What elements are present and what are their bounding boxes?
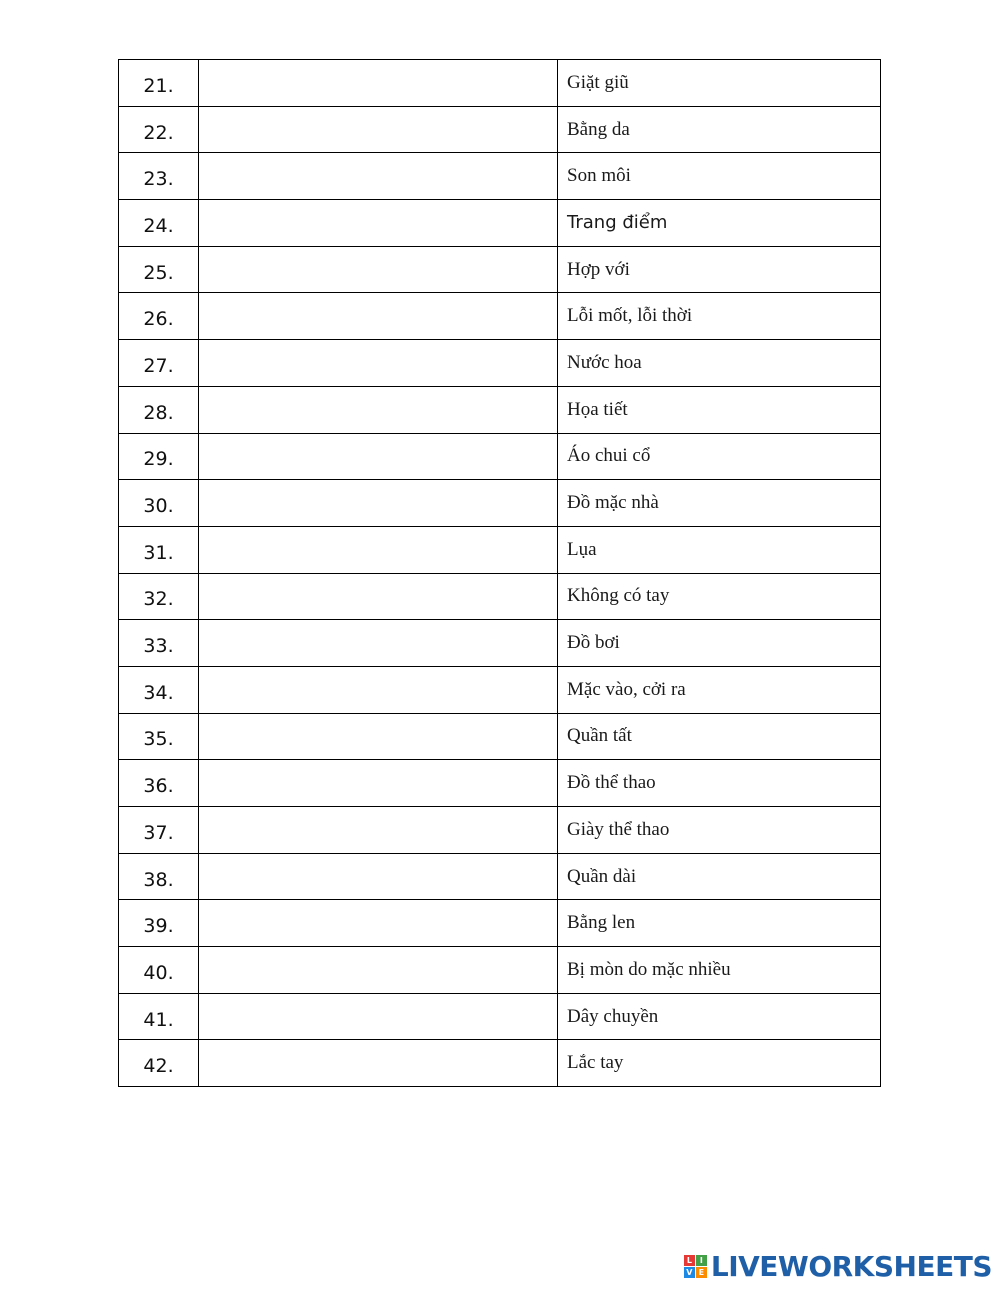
answer-input[interactable] bbox=[199, 994, 557, 1040]
row-number: 36. bbox=[119, 760, 199, 807]
vietnamese-word: Không có tay bbox=[558, 573, 881, 620]
answer-cell bbox=[199, 60, 558, 107]
vietnamese-word: Họa tiết bbox=[558, 386, 881, 433]
answer-input[interactable] bbox=[199, 1040, 557, 1086]
answer-cell bbox=[199, 713, 558, 760]
row-number: 33. bbox=[119, 620, 199, 667]
answer-cell bbox=[199, 760, 558, 807]
table-row bbox=[119, 620, 881, 667]
answer-input[interactable] bbox=[199, 807, 557, 853]
row-number: 39. bbox=[119, 900, 199, 947]
answer-cell bbox=[199, 246, 558, 293]
table-row bbox=[119, 900, 881, 947]
row-number: 32. bbox=[119, 573, 199, 620]
vietnamese-word: Đồ bơi bbox=[558, 620, 881, 667]
vietnamese-word: Lụa bbox=[558, 526, 881, 573]
answer-input[interactable] bbox=[199, 480, 557, 526]
logo-square: I bbox=[696, 1255, 707, 1266]
answer-cell bbox=[199, 153, 558, 200]
table-row bbox=[119, 340, 881, 387]
answer-cell bbox=[199, 993, 558, 1040]
table-row bbox=[119, 480, 881, 527]
answer-cell bbox=[199, 480, 558, 527]
answer-input[interactable] bbox=[199, 947, 557, 993]
vietnamese-word: Bằng len bbox=[558, 900, 881, 947]
answer-input[interactable] bbox=[199, 340, 557, 386]
row-number: 34. bbox=[119, 666, 199, 713]
table-row bbox=[119, 993, 881, 1040]
vietnamese-word: Bằng da bbox=[558, 106, 881, 153]
answer-input[interactable] bbox=[199, 60, 557, 106]
row-number: 38. bbox=[119, 853, 199, 900]
answer-cell bbox=[199, 433, 558, 480]
vocabulary-rows bbox=[119, 60, 881, 1087]
vietnamese-word: Nước hoa bbox=[558, 340, 881, 387]
answer-input[interactable] bbox=[199, 153, 557, 199]
answer-cell bbox=[199, 900, 558, 947]
row-number: 29. bbox=[119, 433, 199, 480]
vietnamese-word: Son môi bbox=[558, 153, 881, 200]
answer-input[interactable] bbox=[199, 854, 557, 900]
answer-input[interactable] bbox=[199, 574, 557, 620]
answer-input[interactable] bbox=[199, 714, 557, 760]
table-row bbox=[119, 947, 881, 994]
vietnamese-word: Hợp với bbox=[558, 246, 881, 293]
answer-input[interactable] bbox=[199, 293, 557, 339]
row-number: 40. bbox=[119, 947, 199, 994]
vietnamese-word: Trang điểm bbox=[558, 200, 881, 247]
answer-cell bbox=[199, 1040, 558, 1087]
table-row bbox=[119, 1040, 881, 1087]
row-number: 26. bbox=[119, 293, 199, 340]
table-row bbox=[119, 713, 881, 760]
answer-cell bbox=[199, 620, 558, 667]
table-row bbox=[119, 153, 881, 200]
vietnamese-word: Bị mòn do mặc nhiều bbox=[558, 947, 881, 994]
answer-cell bbox=[199, 526, 558, 573]
answer-cell bbox=[199, 947, 558, 994]
row-number: 27. bbox=[119, 340, 199, 387]
vietnamese-word: Đồ thể thao bbox=[558, 760, 881, 807]
vocabulary-table bbox=[118, 59, 881, 1087]
answer-cell bbox=[199, 293, 558, 340]
vietnamese-word: Lỗi mốt, lỗi thời bbox=[558, 293, 881, 340]
table-row bbox=[119, 526, 881, 573]
table-row bbox=[119, 760, 881, 807]
vietnamese-word: Mặc vào, cởi ra bbox=[558, 666, 881, 713]
answer-input[interactable] bbox=[199, 434, 557, 480]
row-number: 23. bbox=[119, 153, 199, 200]
answer-input[interactable] bbox=[199, 387, 557, 433]
table-row bbox=[119, 386, 881, 433]
table-row bbox=[119, 200, 881, 247]
vietnamese-word: Áo chui cổ bbox=[558, 433, 881, 480]
table-row bbox=[119, 666, 881, 713]
vietnamese-word: Quần tất bbox=[558, 713, 881, 760]
row-number: 30. bbox=[119, 480, 199, 527]
row-number: 31. bbox=[119, 526, 199, 573]
answer-cell bbox=[199, 807, 558, 854]
answer-cell bbox=[199, 200, 558, 247]
row-number: 35. bbox=[119, 713, 199, 760]
vietnamese-word: Đồ mặc nhà bbox=[558, 480, 881, 527]
row-number: 41. bbox=[119, 993, 199, 1040]
table-row bbox=[119, 853, 881, 900]
table-row bbox=[119, 433, 881, 480]
answer-input[interactable] bbox=[199, 247, 557, 293]
answer-input[interactable] bbox=[199, 527, 557, 573]
table-row bbox=[119, 246, 881, 293]
logo-square: L bbox=[684, 1255, 695, 1266]
table-row bbox=[119, 293, 881, 340]
table-row bbox=[119, 106, 881, 153]
answer-cell bbox=[199, 106, 558, 153]
answer-input[interactable] bbox=[199, 667, 557, 713]
row-number: 37. bbox=[119, 807, 199, 854]
row-number: 21. bbox=[119, 60, 199, 107]
vietnamese-word: Giày thể thao bbox=[558, 807, 881, 854]
vietnamese-word: Lắc tay bbox=[558, 1040, 881, 1087]
answer-input[interactable] bbox=[199, 107, 557, 153]
answer-cell bbox=[199, 666, 558, 713]
answer-input[interactable] bbox=[199, 200, 557, 246]
brand-name: LIVEWORKSHEETS bbox=[710, 1250, 992, 1283]
row-number: 42. bbox=[119, 1040, 199, 1087]
answer-input[interactable] bbox=[199, 900, 557, 946]
vietnamese-word: Quần dài bbox=[558, 853, 881, 900]
answer-input[interactable] bbox=[199, 760, 557, 806]
logo-square: V bbox=[684, 1267, 695, 1278]
row-number: 25. bbox=[119, 246, 199, 293]
row-number: 22. bbox=[119, 106, 199, 153]
answer-cell bbox=[199, 573, 558, 620]
logo-square: E bbox=[696, 1267, 707, 1278]
answer-input[interactable] bbox=[199, 620, 557, 666]
vietnamese-word: Giặt giũ bbox=[558, 60, 881, 107]
table-row bbox=[119, 60, 881, 107]
answer-cell bbox=[199, 340, 558, 387]
liveworksheets-logo-icon bbox=[684, 1255, 707, 1278]
answer-cell bbox=[199, 853, 558, 900]
table-row bbox=[119, 573, 881, 620]
table-row bbox=[119, 807, 881, 854]
row-number: 24. bbox=[119, 200, 199, 247]
liveworksheets-brand bbox=[684, 1250, 992, 1283]
answer-cell bbox=[199, 386, 558, 433]
vietnamese-word: Dây chuyền bbox=[558, 993, 881, 1040]
row-number: 28. bbox=[119, 386, 199, 433]
